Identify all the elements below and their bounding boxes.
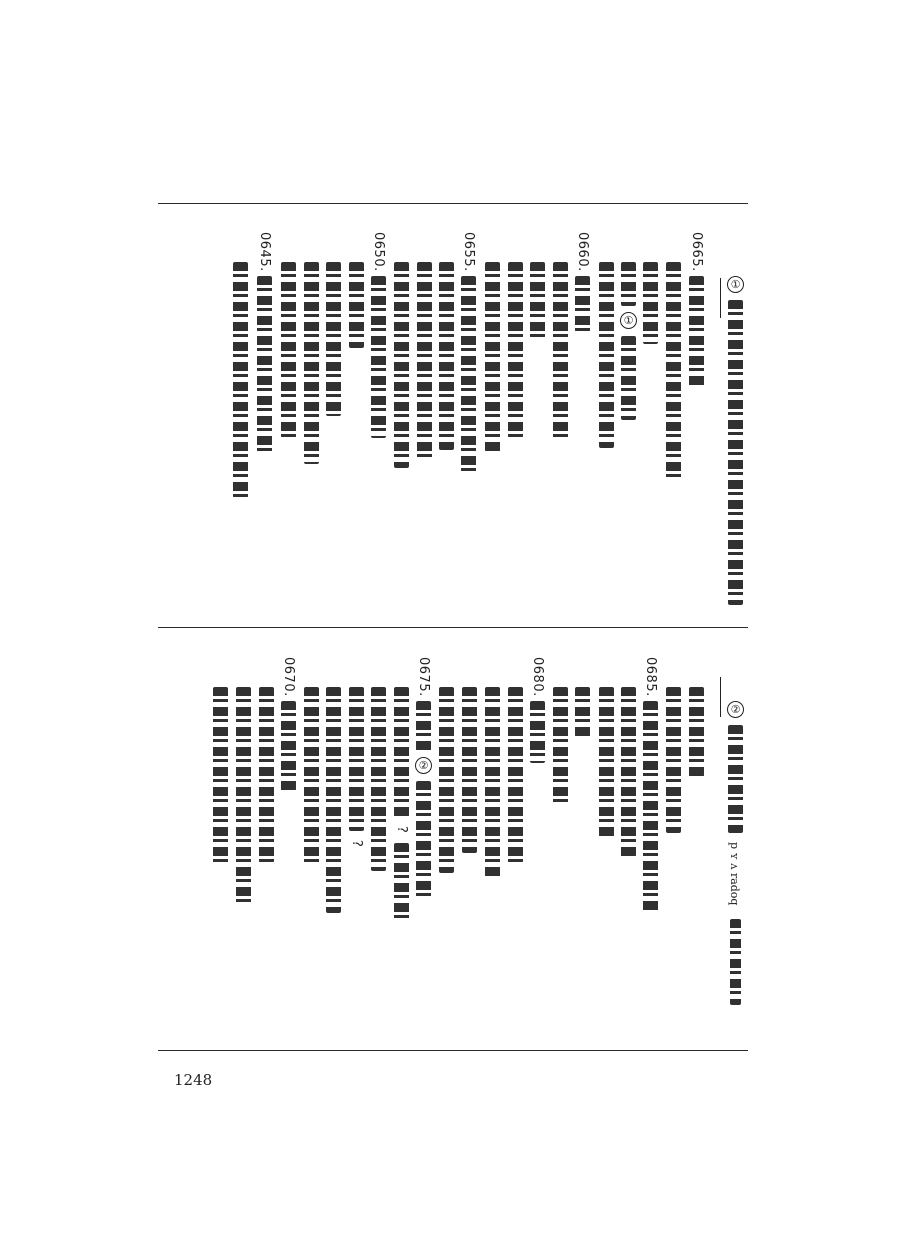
footnote-marker: ② xyxy=(727,701,744,718)
text-line xyxy=(686,657,708,1037)
inline-footnote-marker: ① xyxy=(620,312,637,329)
mongolian-script xyxy=(257,276,272,454)
mongolian-script xyxy=(643,701,658,913)
mongolian-script xyxy=(462,687,477,853)
mongolian-script xyxy=(439,687,454,873)
mongolian-script xyxy=(349,687,364,831)
text-line xyxy=(256,657,278,1037)
text-line xyxy=(368,657,390,1037)
inline-footnote-marker: ② xyxy=(415,757,432,774)
mongolian-script xyxy=(236,687,251,907)
text-line xyxy=(458,232,480,612)
page-number: 1248 xyxy=(174,1071,213,1089)
text-line xyxy=(254,232,276,612)
mongolian-script xyxy=(371,687,386,871)
middle-rule xyxy=(158,627,748,628)
text-line xyxy=(210,657,232,1037)
footnote-latin-text: p ʏ ʌ radoq xyxy=(728,842,741,906)
line-number: 0675. xyxy=(416,657,431,697)
mongolian-script xyxy=(643,262,658,344)
line-number: 0650. xyxy=(371,232,386,272)
mongolian-script xyxy=(575,687,590,737)
lower-text-block xyxy=(160,657,750,1037)
mongolian-script xyxy=(417,262,432,460)
line-number: 0665. xyxy=(689,232,704,272)
mongolian-script xyxy=(281,701,296,791)
text-line xyxy=(436,232,458,612)
line-number: 0645. xyxy=(257,232,272,272)
footnote-column xyxy=(725,657,747,1037)
text-line xyxy=(572,657,594,1037)
line-number: 0685. xyxy=(643,657,658,697)
text-line xyxy=(663,657,685,1037)
footnote-text xyxy=(728,300,743,605)
text-line xyxy=(278,657,300,1037)
footnote-text xyxy=(728,725,743,833)
text-line xyxy=(505,232,527,612)
mongolian-script xyxy=(349,262,364,348)
text-line xyxy=(505,657,527,1037)
mongolian-script xyxy=(416,701,431,751)
mongolian-script xyxy=(575,276,590,332)
mongolian-script xyxy=(621,262,636,306)
footnote-column xyxy=(725,232,747,612)
mongolian-script xyxy=(416,781,431,901)
line-number: 0660. xyxy=(575,232,590,272)
text-line xyxy=(368,232,390,612)
mongolian-script xyxy=(508,262,523,438)
text-line xyxy=(301,232,323,612)
text-line xyxy=(301,657,323,1037)
mongolian-script xyxy=(394,843,409,923)
text-line xyxy=(640,232,662,612)
mongolian-script xyxy=(599,687,614,837)
mongolian-script xyxy=(553,262,568,442)
line-number: 0680. xyxy=(530,657,545,697)
text-line xyxy=(230,232,252,612)
mongolian-script xyxy=(530,262,545,338)
text-line xyxy=(346,232,368,612)
mongolian-script xyxy=(326,262,341,416)
text-line xyxy=(686,232,708,612)
mongolian-script xyxy=(689,276,704,388)
mongolian-script xyxy=(394,687,409,817)
mongolian-script xyxy=(666,262,681,480)
text-line xyxy=(527,657,549,1037)
text-line xyxy=(596,232,618,612)
text-line xyxy=(618,657,640,1037)
mongolian-script xyxy=(213,687,228,867)
bottom-rule xyxy=(158,1050,748,1051)
mongolian-script xyxy=(553,687,568,805)
text-line xyxy=(482,232,504,612)
footnote-separator xyxy=(720,677,722,717)
text-line xyxy=(414,232,436,612)
mongolian-script xyxy=(233,262,248,498)
mongolian-script xyxy=(621,336,636,420)
text-line xyxy=(663,232,685,612)
question-mark: ? xyxy=(394,826,409,833)
text-line xyxy=(618,232,640,612)
mongolian-script xyxy=(689,687,704,777)
mongolian-script xyxy=(666,687,681,833)
text-line xyxy=(550,232,572,612)
mongolian-script xyxy=(508,687,523,863)
text-line xyxy=(323,232,345,612)
text-line xyxy=(278,232,300,612)
text-line xyxy=(436,657,458,1037)
text-line xyxy=(640,657,662,1037)
mongolian-script xyxy=(259,687,274,863)
text-line xyxy=(391,657,413,1037)
footnote-marker: ① xyxy=(727,276,744,293)
mongolian-script xyxy=(621,687,636,857)
upper-text-block xyxy=(160,232,750,612)
mongolian-script xyxy=(530,701,545,763)
mongolian-script xyxy=(394,262,409,468)
text-line xyxy=(572,232,594,612)
mongolian-script xyxy=(371,276,386,438)
text-line xyxy=(482,657,504,1037)
mongolian-script xyxy=(485,687,500,879)
mongolian-script xyxy=(304,262,319,464)
mongolian-script xyxy=(304,687,319,867)
text-line xyxy=(527,232,549,612)
text-line xyxy=(233,657,255,1037)
question-mark: ? xyxy=(349,840,364,847)
top-rule xyxy=(158,203,748,204)
mongolian-script xyxy=(461,276,476,472)
text-line xyxy=(596,657,618,1037)
text-line xyxy=(413,657,435,1037)
mongolian-script xyxy=(326,687,341,913)
mongolian-script xyxy=(485,262,500,452)
footnote-text xyxy=(730,919,741,1005)
mongolian-script xyxy=(599,262,614,448)
text-line xyxy=(459,657,481,1037)
line-number: 0670. xyxy=(281,657,296,697)
text-line xyxy=(346,657,368,1037)
line-number: 0655. xyxy=(461,232,476,272)
text-line xyxy=(391,232,413,612)
mongolian-script xyxy=(281,262,296,438)
mongolian-script xyxy=(439,262,454,450)
text-line xyxy=(550,657,572,1037)
footnote-separator xyxy=(720,278,722,318)
text-line xyxy=(323,657,345,1037)
